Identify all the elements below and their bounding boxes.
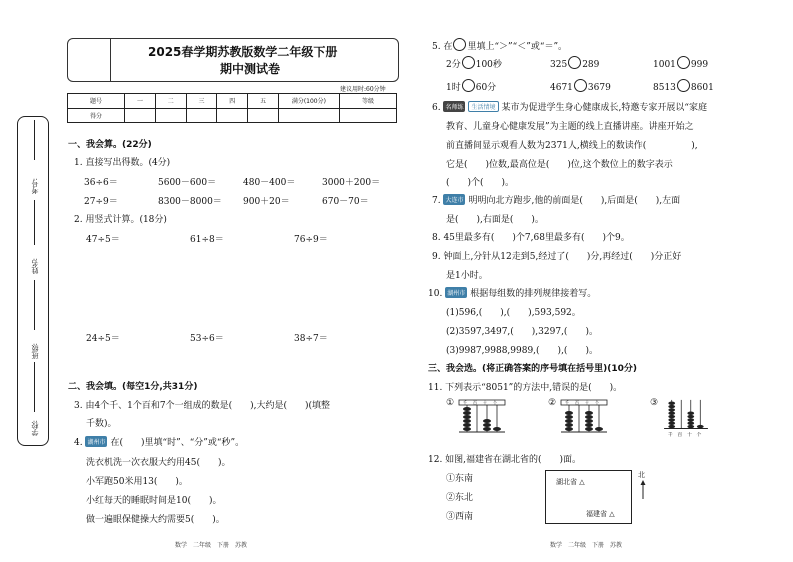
compare-item: 1时 60分 [446, 79, 496, 93]
q4-item: 洗衣机洗一次衣服大约用45( )。 [86, 458, 231, 468]
q3-line1: 3. 由4个千、1个百和7个一组成的数是( ),大约是( )(填整 [74, 401, 331, 411]
score-header-cell: 四 [217, 94, 248, 109]
time-note: 建议用时:60分钟 [340, 86, 386, 93]
footer-left: 数学 二年级 下册 苏教 [175, 542, 248, 549]
q5-text: 5. 在 [432, 42, 453, 52]
compare-item: 2分 100秒 [446, 56, 502, 70]
q10-item: (3)9987,9988,9989,( ),( )。 [446, 346, 598, 356]
calc-item: 670－70＝ [322, 197, 369, 207]
abacus-place-label: 百 [575, 400, 579, 405]
q4-line [74, 435, 244, 448]
calc-item: 5600－600＝ [158, 178, 217, 188]
q5-line [432, 38, 567, 52]
score-header-cell: 三 [186, 94, 217, 109]
region-tag: 湖州市 [85, 436, 107, 447]
fujian-label: 福建省 △ [586, 510, 615, 518]
vertical-calc-item: 24÷5＝ [86, 334, 120, 344]
option-2-marker[interactable]: ② [548, 398, 557, 408]
compare-circle-icon[interactable] [462, 56, 475, 69]
q10-item: (2)3597,3497,( ),3297,( )。 [446, 327, 598, 337]
score-cell[interactable] [278, 108, 339, 123]
binding-strip [17, 116, 49, 446]
score-header-cell: 满分(100分) [278, 94, 339, 109]
triangle-icon: △ [579, 478, 585, 486]
abacus-place-label: 十 [483, 400, 487, 405]
abacus-place-label: 千 [667, 433, 673, 438]
vertical-calc-item: 47÷5＝ [86, 235, 120, 245]
score-cell[interactable] [125, 108, 156, 123]
q4-item: 做一遍眼保健操大约需要5( )。 [86, 515, 225, 525]
option-1-marker[interactable]: ① [446, 398, 455, 408]
compare-circle-icon[interactable] [462, 79, 475, 92]
abacus-option-2 [560, 398, 608, 438]
vertical-calc-item: 53÷6＝ [190, 334, 224, 344]
abacus-place-label: 个 [493, 400, 497, 405]
compare-circle-icon [453, 38, 466, 51]
hubei-label: 湖北省 △ [556, 478, 585, 486]
vertical-calc-item: 76÷9＝ [294, 235, 328, 245]
name-line [34, 200, 35, 245]
q9-line1: 9. 钟面上,分针从12走到5,经过了( )分,再经过( )分正好 [432, 252, 682, 262]
region-tag: 湖州市 [445, 287, 467, 298]
q6-line: 教育、儿童身心健康发展”为主题的线上直播讲座。讲座开始之 [446, 122, 694, 132]
province-map [545, 470, 632, 524]
q5-tail: 里填上“＞”“＜”或“＝”。 [467, 42, 568, 52]
abacus-place-label: 十 [585, 400, 589, 405]
north-arrow-icon [639, 480, 647, 500]
q4-item: 小红每天的睡眠时间是10( )。 [86, 496, 222, 506]
option-3-marker[interactable]: ③ [650, 398, 659, 408]
q1-text: 1. 直接写出得数。(4分) [74, 158, 171, 168]
score-header-cell: 一 [125, 94, 156, 109]
calc-item: 900＋20＝ [243, 197, 290, 207]
compare-item: 325 289 [550, 56, 599, 70]
q11-text: 11. 下列表示“8051”的方法中,错误的是( )。 [428, 383, 623, 393]
score-cell[interactable] [248, 108, 279, 123]
score-cell[interactable] [155, 108, 186, 123]
exam-title: 2025春学期苏教版数学二年级下册 [148, 45, 338, 59]
q10-line: 10. 湖州市 根据每组数的排列规律接着写。 [428, 289, 597, 299]
abacus-place-label: 个 [595, 400, 599, 405]
calc-item: 480－400＝ [243, 178, 296, 188]
abacus-place-label: 十 [686, 433, 692, 438]
exam-subtitle: 期中测试卷 [220, 62, 281, 76]
score-header-cell: 五 [248, 94, 279, 109]
abacus-place-label: 千 [463, 400, 467, 405]
q3-line2: 千数)。 [86, 419, 117, 429]
score-header-cell: 二 [155, 94, 186, 109]
section2-heading: 二、我会填。(每空1分,共31分) [68, 382, 198, 392]
q8-text: 8. 45里最多有( )个7,68里最多有( )个9。 [432, 233, 630, 243]
abacus-option-3 [662, 398, 710, 438]
q7-line2: 是( ),右面是( )。 [446, 215, 544, 225]
q12-option[interactable]: ①东南 [446, 474, 474, 484]
vertical-calc-item: 61÷8＝ [190, 235, 224, 245]
score-header-cell: 等级 [339, 94, 396, 109]
context-tag: 生活情境 [468, 101, 498, 112]
compare-item: 4671 3679 [550, 79, 611, 93]
q7-line1: 7. 大连市 明明向北方跑步,他的前面是( ),后面是( ),左面 [432, 196, 681, 206]
abacus-option-1 [458, 398, 506, 438]
abacus-place-label: 百 [473, 400, 477, 405]
q12-text: 12. 如图,福建省在湖北省的( )面。 [428, 455, 582, 465]
calc-item: 27÷9＝ [84, 197, 118, 207]
section1-heading: 一、我会算。(22分) [68, 140, 152, 150]
q12-option[interactable]: ②东北 [446, 493, 474, 503]
q10-number: 10. [428, 289, 443, 299]
q7-number: 7. [432, 196, 441, 206]
q12-option[interactable]: ③西南 [446, 512, 474, 522]
school-label: 学校: [31, 420, 39, 437]
q4-number: 4. [74, 438, 83, 448]
score-cell[interactable] [339, 108, 396, 123]
q4-item: 小军跑50米用13( )。 [86, 477, 188, 487]
class-line [34, 280, 35, 330]
abacus-place-label: 千 [565, 400, 569, 405]
q6-line: ( )个( )。 [446, 178, 515, 188]
exam-number-line [34, 120, 35, 160]
section3-heading: 三、我会选。(将正确答案的序号填在括号里)(10分) [428, 364, 637, 374]
score-cell[interactable] [186, 108, 217, 123]
abacus-place-label: 百 [677, 433, 683, 438]
calc-item: 8300－8000＝ [158, 197, 222, 207]
title-divider [110, 39, 111, 81]
compare-circle-icon[interactable] [574, 79, 587, 92]
name-label: 姓名: [31, 258, 39, 275]
compare-item: 8513 8601 [653, 79, 714, 93]
calc-item: 36÷6＝ [84, 178, 118, 188]
q6-number: 6. [432, 103, 441, 113]
compare-circle-icon[interactable] [677, 79, 690, 92]
score-row-label: 得分 [68, 108, 125, 123]
q6-line: 前直播间显示观看人数为2371人,横线上的数读作( ), [446, 141, 698, 151]
q6-line: 它是( )位数,最高位是( )位,这个数位上的数字表示 [446, 160, 673, 170]
school-line [34, 362, 35, 412]
compare-circle-icon[interactable] [677, 56, 690, 69]
footer-right: 数学 二年级 下册 苏教 [550, 542, 623, 549]
triangle-icon: △ [609, 510, 615, 518]
exam-number-label: 考号: [31, 178, 39, 195]
north-label: 北 [638, 471, 645, 479]
q10-item: (1)596,( ),( ),593,592。 [446, 308, 581, 318]
abacus-place-label: 个 [696, 433, 702, 438]
q2-text: 2. 用竖式计算。(18分) [74, 215, 167, 225]
score-cell[interactable] [217, 108, 248, 123]
title-box [67, 38, 399, 82]
calc-item: 3000＋200＝ [322, 178, 381, 188]
compare-circle-icon[interactable] [568, 56, 581, 69]
score-header-cell: 题号 [68, 94, 125, 109]
q9-line2: 是1小时。 [446, 271, 488, 281]
compare-item: 1001 999 [653, 56, 708, 70]
class-label: 班级: [31, 343, 39, 360]
q4-text: 在( )里填“时”、“分”或“秒”。 [110, 438, 245, 448]
region-tag: 大连市 [443, 194, 465, 205]
q6-line1: 6. 名师练 生活情境 某市为促进学生身心健康成长,特邀专家开展以“家庭 [432, 103, 707, 113]
teacher-tag: 名师练 [443, 101, 465, 112]
vertical-calc-item: 38÷7＝ [294, 334, 328, 344]
score-table [67, 93, 397, 123]
